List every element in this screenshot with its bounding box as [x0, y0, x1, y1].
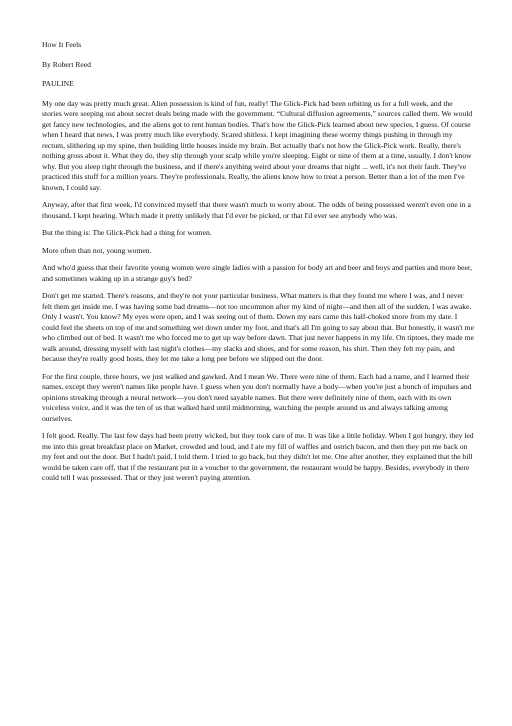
paragraph-7: For the first couple, three hours, we just walked and gawked. And I mean We. There were nine of them. Each had a name, and I learned their names, except they weren't names like people have. I guess when you don't normally have a body—when you're just a bunch of impulses and opinions streaking through a neural network—you don't need sayable names. But there were definitely nine of them, each with its own voiceless voice, and it was the ten of us that walked hard until midmorning, watching the people around us and always talking among ourselves.	[42, 371, 472, 423]
document-title: How It Feels	[42, 40, 82, 49]
paragraph-3: But the thing is: The Glick-Pick had a thing for women.	[42, 228, 212, 237]
paragraph-6: Don't get me started. There's reasons, and they're not your particular business. What matters is that they found me where I was, and I never felt them get inside me. I was having some bad dreams—not too uncommon after my kind of night—and then all of the sudden, I was awake. Only I wasn't. You know? My eyes were open, and I was seeing out of them. Down my ears came this half-choked snore from my date. I could feel the sheets on top of me and something wet down under my foot, and that's all I'm going to say about that. But honestly, it wasn't me who climbed out of bed. It wasn't me who forced me to get up way before dawn. That just never happens in my life. On tiptoes, they made me walk around, dressing myself with last night's clothes—my slacks and shoes, and for some reason, his shirt. Then they felt my pain, and because they're really good hosts, they let me take a long pee before we slipped out the door.	[42, 291, 474, 363]
document-byline: By Robert Reed	[42, 59, 91, 69]
section-heading: PAULINE	[42, 79, 74, 88]
paragraph-5: And who'd guess that their favorite young women were single ladies with a passion for body art and beer and boys and parties and more beer, and sometimes waking up in a strange guy's bed?	[42, 263, 472, 283]
paragraph-1: My one day was pretty much great. Alien possession is kind of fun, really! The Glick-Pick had been orbiting us for a full week, and the stories were seeping out about secret deals being made with the government. “Cultural diffusion agreements,” sources called them. We would get fancy new technologies, and the aliens got to rent human bodies. That's how the Glick-Pick learned about new species, I guess. Of course when I heard that news, I was pretty much like everybody. Scared shitless. I kept imagining these wormy things pushing in through my rectum, slithering up my spine, then building little houses inside my brain. But actually that's not how the Glick-Pick work. Really, there's nothing gross about it. What they do, they slip through your scalp while you're sleeping. Eight or nine of them at a time, usually. I don't know why. But you sleep right through the business, and if there's anything weird about your dreams that night ... well, it's not their fault. They've practiced this stuff for a million years. They're professionals. Really, the aliens know how to treat a person. Better than a lot of the men I've known, I could say.	[42, 98, 473, 192]
document-page	[42, 40, 474, 491]
paragraph-8: I felt good. Really. The last few days had been pretty wicked, but they took care of me. It was like a little holiday. When I got hungry, they led me into this great breakfast place on Market, crowded and loud, and I ate my fill of waffles and ostrich bacon, and then they put me back on my feet and out the door. But I hadn't paid, I told them. I tried to go back, but they didn't let me. One after another, they explained that the bill would be taken care off, that if the restaurant put in a voucher to the government, the restaurant would be happy. Besides, everybody in there could tell I was possessed. That or they just weren't paying attention.	[42, 431, 474, 482]
paragraph-4: More often than not, young women.	[42, 245, 152, 255]
paragraph-2: Anyway, after that first week, I'd convinced myself that there wasn't much to worry about. The odds of being possessed weren't even one in a thousand, I kept hearing. Which made it pretty unlikely that I'd ever be picked, or that I'd ever see anybody who was.	[42, 200, 471, 220]
